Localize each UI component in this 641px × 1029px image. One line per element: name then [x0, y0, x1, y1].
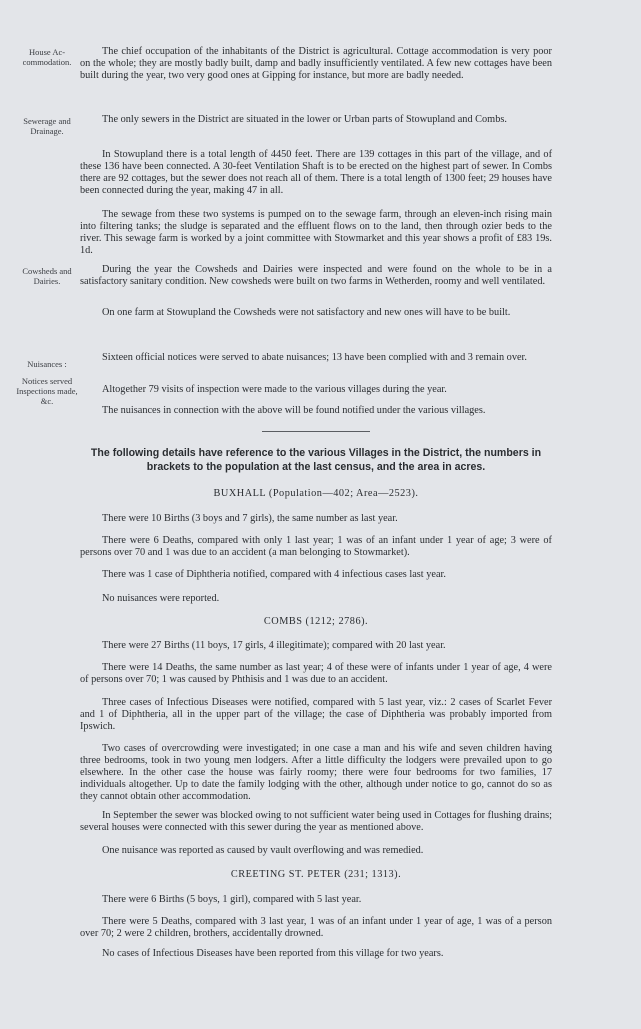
village-title-combs: COMBS (1212; 2786).: [263, 616, 369, 627]
combs-overcrowding: Two cases of overcrowding were investigated; in one case a man and his wife and seven children having three bedrooms, took in two young men lodgers. After a little difficulty the lodgers were prevailed upon to go elsewhere. In the other case the house was fairly roomy; there were four bedrooms for two families, 17 individuals altogether. Up to date the family lodging with the other, although under notice to go, cannot do so as they cannot obtain other accommodation.: [80, 743, 552, 802]
margin-note-sewerage: Sewerage and Drainage.: [23, 116, 71, 136]
margin-note-house-accommodation: House Ac-commodation.: [22, 47, 72, 67]
paragraph-nuisances: The nuisances in connection with the above will be found notified under the various villages.: [102, 405, 486, 416]
combs-infectious: Three cases of Infectious Diseases were notified, compared with 5 last year, viz.: 2 cases of Scarlet Fever and 1 of Diphtheria, all in the upper part of the village; the case of Diphtheria was probably imported from Ipswich.: [80, 697, 552, 732]
paragraph-stowupland-sewer: In Stowupland there is a total length of 4450 feet. There are 139 cottages in this part of the village, and of these 136 have been connected. A 30-feet Ventilation Shaft is to be erected on the highest part of sewer. In Combs there are 92 cottages, but the sewer does not reach all of them. There is a total length of 1300 feet; 29 houses have been connected during the year, making 47 in all.: [80, 149, 552, 196]
creeting-infectious: No cases of Infectious Diseases have been reported from this village for two years.: [102, 948, 444, 959]
paragraph-sewers: The only sewers in the District are situated in the lower or Urban parts of Stowupland and Combs.: [102, 114, 507, 125]
combs-births: There were 27 Births (11 boys, 17 girls, 4 illegitimate); compared with 20 last year.: [102, 640, 446, 651]
buxhall-births: There were 10 Births (3 boys and 7 girls), the same number as last year.: [102, 513, 398, 524]
combs-deaths: There were 14 Deaths, the same number as last year; 4 of these were of infants under 1 year of age, 4 were of persons over 70; 1 was caused by Phthisis and 1 was due to an accident.: [80, 662, 552, 685]
margin-note-notices: Notices served Inspections made, &c.: [16, 376, 78, 406]
margin-note-cowsheds: Cowsheds and Dairies.: [22, 266, 72, 286]
combs-sewer: In September the sewer was blocked owing to not sufficient water being used in Cottages for flushing drains; several houses were connected with this sewer during the year as mentioned above.: [80, 810, 552, 833]
buxhall-deaths: There were 6 Deaths, compared with only 1 last year; 1 was of an infant under 1 year of age; 3 were of persons over 70 and 1 was due to an accident (a man belonging to Stowmarket).: [80, 535, 552, 558]
combs-nuisance: One nuisance was reported as caused by vault overflowing and was remedied.: [102, 845, 424, 856]
margin-note-nuisances: Nuisances :: [27, 359, 67, 369]
paragraph-notices: Sixteen official notices were served to abate nuisances; 13 have been complied with and 3 remain over.: [102, 352, 527, 363]
paragraph-house-accommodation: The chief occupation of the inhabitants of the District is agricultural. Cottage accommodation is very poor on the whole; they are mostly badly built, damp and badly insufficiently ventilated. A few new cottages have been built during the year, two very good ones at Gipping for instance, but more are badly needed.: [80, 46, 552, 81]
paragraph-cowsheds: During the year the Cowsheds and Dairies were inspected and were found on the whole to be in a satisfactory sanitary condition. New cowsheds were built on two farms in Wetherden, roomy and well ventilated.: [80, 264, 552, 287]
paragraph-sewage-farm: The sewage from these two systems is pumped on to the sewage farm, through an eleven-inch rising main into filtering tanks; the sludge is separated and the effluent flows on to the land, then through ozier beds to the river. This sewage farm is worked by a joint committee with Stowmarket and this year shows a profit of £83 19s. 1d.: [80, 209, 552, 256]
paragraph-inspections: Altogether 79 visits of inspection were made to the various villages during the year.: [102, 384, 447, 395]
buxhall-nuisances: No nuisances were reported.: [102, 593, 220, 604]
section-divider: [262, 431, 370, 432]
village-title-buxhall: BUXHALL (Population—402; Area—2523).: [213, 488, 419, 499]
village-title-creeting: CREETING ST. PETER (231; 1313).: [230, 869, 402, 880]
creeting-births: There were 6 Births (5 boys, 1 girl), compared with 5 last year.: [102, 894, 362, 905]
creeting-deaths: There were 5 Deaths, compared with 3 last year, 1 was of an infant under 1 year of age, 1 was of a person over 70; 2 were 2 children, brothers, accidentally drowned.: [80, 916, 552, 939]
villages-heading: The following details have reference to the various Villages in the District, the numbers in brackets to the population at the last census, and the area in acres.: [90, 447, 542, 473]
paragraph-stowupland-cowsheds: On one farm at Stowupland the Cowsheds were not satisfactory and new ones will have to be built.: [102, 307, 511, 318]
buxhall-diphtheria: There was 1 case of Diphtheria notified, compared with 4 infectious cases last year.: [102, 569, 446, 580]
